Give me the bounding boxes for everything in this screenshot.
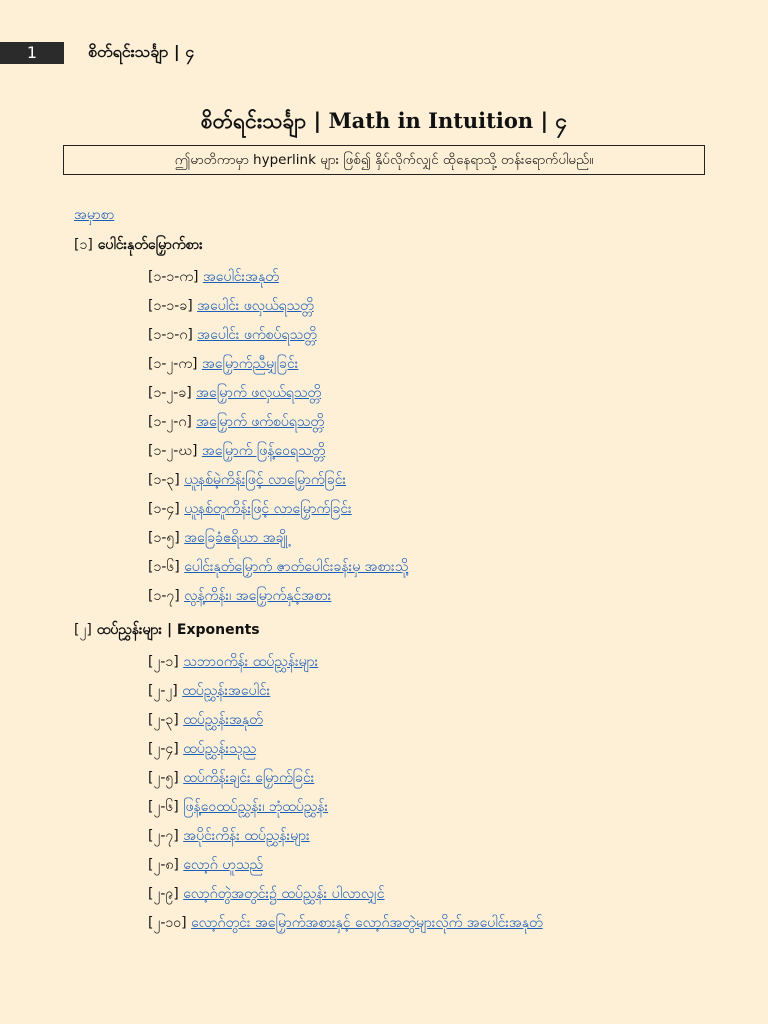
toc-item-link[interactable]: ယူနစ်မဲ့ကိန်းဖြင့် လာမြှောက်ခြင်း [184, 472, 347, 488]
toc-item [148, 469, 346, 491]
toc-item-number: [၂-၄] [148, 741, 179, 757]
toc-item-number: [၁-၁-ခ] [148, 298, 193, 314]
toc-item-number: [၁-၄] [148, 501, 180, 517]
toc-item [148, 382, 321, 404]
toc-item-link[interactable]: လွန့်ကိန်း၊ အမြှောက်နှင့်အစား [184, 588, 332, 604]
toc-item [148, 825, 310, 847]
toc-item-number: [၁-၅] [148, 530, 180, 546]
toc-item-link[interactable]: လော့ဂ် ဟူသည် [183, 857, 264, 873]
toc-item-link[interactable]: အမြှောက်ညီမျှခြင်း [201, 356, 299, 372]
toc-item [148, 796, 328, 818]
toc-item-number: [၂-၇] [148, 828, 179, 844]
toc-item-link[interactable]: လော့ဂ်တွင်း အမြှောက်အစားနှင့် လော့ဂ်အတွဲများလိုက် အပေါင်းအနုတ် [191, 915, 543, 931]
toc-item-number: [၁-၂-ဃ] [148, 443, 198, 459]
toc-section-number: [၁] [74, 237, 93, 253]
toc-section-title: ပေါင်းနုတ်မြှောက်စား [97, 237, 203, 253]
toc-item-number: [၂-၃] [148, 712, 179, 728]
toc-item [148, 324, 317, 346]
toc-item [148, 680, 270, 702]
toc-item [148, 266, 279, 288]
toc-item [148, 912, 543, 934]
title-part-myanmar: စိတ်ရင်းသင်္ချာ | [200, 109, 322, 133]
toc-item-link[interactable]: ဖြန့်ဝေထပ်ညွှန်း၊ ဘုံထပ်ညွှန်း [183, 799, 329, 815]
toc-item-link[interactable]: အမြှောက် ဖလှယ်ရသတ္တိ [196, 385, 322, 401]
toc-item-number: [၂-၂] [148, 683, 178, 699]
toc-item-link[interactable]: ပေါင်းနုတ်မြှောက် ဇာတ်ပေါင်းခန်းမှ အစားသို့ [184, 559, 409, 575]
toc-item-number: [၁-၁-ဂ] [148, 327, 193, 343]
toc-item-link[interactable]: သဘာဝကိန်း ထပ်ညွှန်းများ [183, 654, 319, 670]
toc-item-link[interactable]: ထပ်ကိန်းချင်း မြှောက်ခြင်း [183, 770, 315, 786]
toc-item [148, 411, 324, 433]
toc-item [148, 854, 263, 876]
toc-item-link[interactable]: အပိုင်းကိန်း ထပ်ညွှန်းများ [183, 828, 310, 844]
toc-item-number: [၂-၅] [148, 770, 179, 786]
toc-item-number: [၂-၉] [148, 886, 179, 902]
toc-item-link[interactable]: အမြှောက် ဖြန့်ဝေရသတ္တိ [201, 443, 326, 459]
toc-item-number: [၁-၃] [148, 472, 180, 488]
toc-intro-line [74, 204, 114, 226]
toc-item [148, 738, 256, 760]
toc-item [148, 709, 263, 731]
toc-item-number: [၁-၂-ခ] [148, 385, 192, 401]
toc-item-number: [၁-၁-က] [148, 269, 199, 285]
toc-section-title: ထပ်ညွှန်းများ | Exponents [96, 622, 260, 638]
toc-item [148, 883, 385, 905]
toc-item-link[interactable]: ယူနစ်တူကိန်းဖြင့် လာမြှောက်ခြင်း [184, 501, 352, 517]
toc-item-link[interactable]: ထပ်ညွှန်းအပေါင်း [182, 683, 271, 699]
toc-section-2 [74, 619, 260, 641]
toc-section-number: [၂] [74, 622, 92, 638]
toc-item-number: [၁-၇] [148, 588, 180, 604]
toc-item-number: [၂-၆] [148, 799, 179, 815]
toc-item-number: [၁-၆] [148, 559, 180, 575]
toc-item-link[interactable]: အပေါင်း ဖလှယ်ရသတ္တိ [197, 298, 314, 314]
toc-item [148, 353, 298, 375]
title-part-english: Math in Intuition [328, 108, 534, 133]
toc-item-link[interactable]: လော့ဂ်တွဲအတွင်း၌ ထပ်ညွှန်း ပါလာလျှင် [183, 886, 385, 902]
toc-item-link[interactable]: အခြေခံဧရိယာ အချို့ [184, 530, 288, 546]
toc-item [148, 295, 314, 317]
toc-section-1 [74, 234, 203, 256]
toc-item [148, 556, 408, 578]
toc-item [148, 585, 331, 607]
toc-item-number: [၂-၁] [148, 654, 179, 670]
toc-item [148, 527, 288, 549]
toc-item-number: [၁-၂-က] [148, 356, 198, 372]
hyperlink-note-text: ဤမာတိကာမှာ hyperlink များ ဖြစ်၍ နှိပ်လိုက်လျှင် ထိုနေရာသို့ တန်းရောက်ပါမည်။ [174, 152, 594, 168]
toc-item-link[interactable]: အပေါင်းအနုတ် [202, 269, 279, 285]
toc-item-number: [၂-၈] [148, 857, 179, 873]
toc-item [148, 440, 325, 462]
toc-item [148, 651, 318, 673]
running-header: စိတ်ရင်းသင်္ချာ | ၄ [88, 42, 195, 61]
title-part-number: | ၄ [540, 109, 568, 133]
toc-item [148, 498, 352, 520]
toc-link-intro[interactable]: အမှာစာ [74, 207, 115, 223]
toc-item-link[interactable]: အမြှောက် ဖက်စပ်ရသတ္တိ [196, 414, 324, 430]
toc-item-number: [၂-၁၀] [148, 915, 187, 931]
toc-item-link[interactable]: အပေါင်း ဖက်စပ်ရသတ္တိ [197, 327, 317, 343]
toc-item [148, 767, 314, 789]
page-number-badge: 1 [0, 42, 64, 64]
toc-item-link[interactable]: ထပ်ညွှန်းသုည [183, 741, 257, 757]
toc-item-link[interactable]: ထပ်ညွှန်းအနုတ် [183, 712, 263, 728]
toc-item-number: [၁-၂-ဂ] [148, 414, 192, 430]
